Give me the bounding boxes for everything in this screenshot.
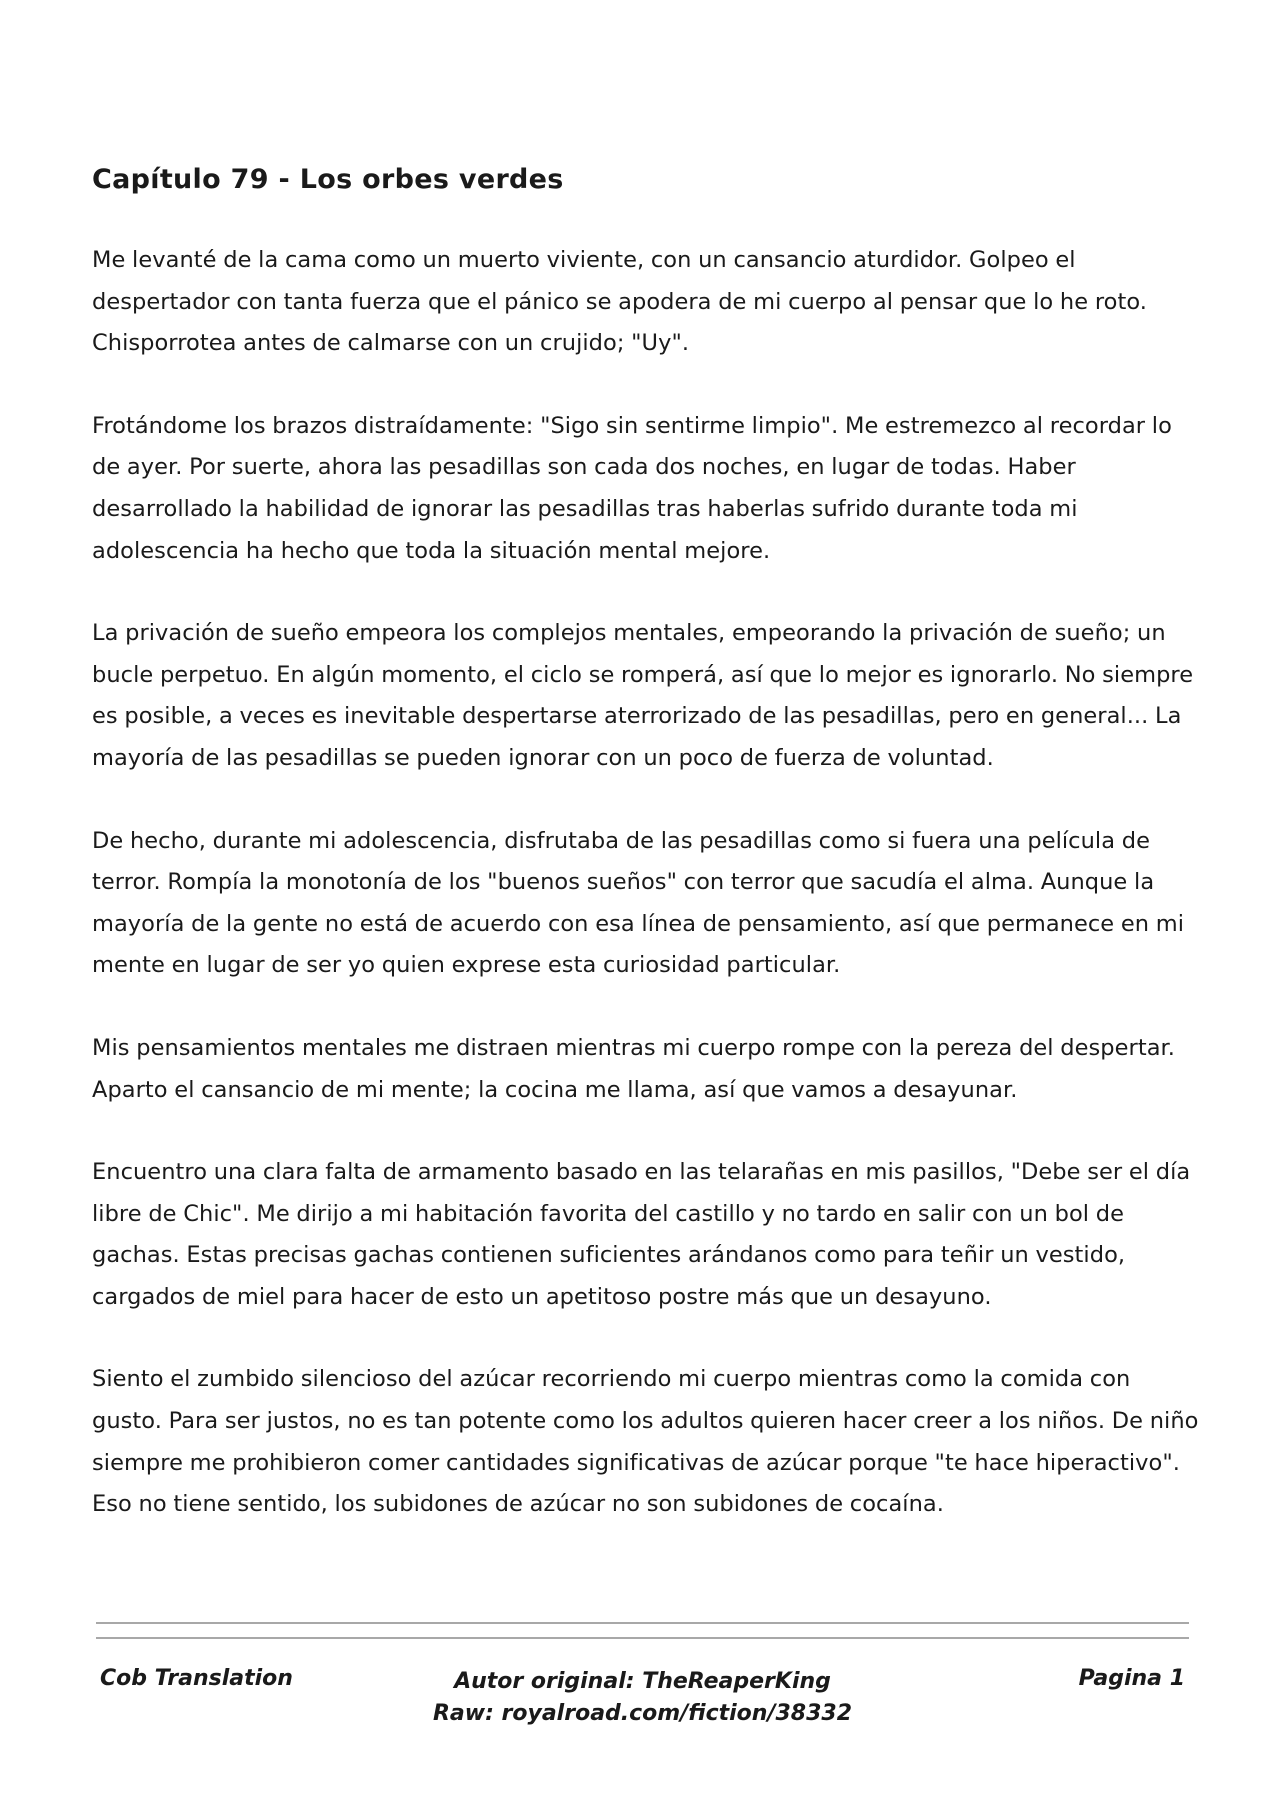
chapter-title: Capítulo 79 - Los orbes verdes xyxy=(92,164,564,195)
footer-divider xyxy=(96,1622,1189,1652)
paragraph-5: Mis pensamientos mentales me distraen mientras mi cuerpo rompe con la pereza del despertar. Aparto el cansancio de mi mente; la cocina me llama, así que vamos a desayunar. xyxy=(92,1034,1175,1103)
paragraph-1: Me levanté de la cama como un muerto viviente, con un cansancio aturdidor. Golpeo el despertador con tanta fuerza que el pánico se apodera de mi cuerpo al pensar que lo he roto. Chisporrotea antes de calmarse con un crujido; "Uy". xyxy=(92,247,1147,357)
paragraph-4: De hecho, durante mi adolescencia, disfrutaba de las pesadillas como si fuera una película de terror. Rompía la monotonía de los "buenos sueños" con terror que sacudía el alma. Aunque la mayoría de la gente no está de acuerdo con esa línea de pensamiento, así que permanece en mi mente en lugar de ser yo quien exprese esta curiosidad particular. xyxy=(92,827,1185,979)
footer-divider-line-1 xyxy=(96,1622,1189,1624)
document-body xyxy=(92,158,1202,1567)
footer-translator: Cob Translation xyxy=(100,1666,293,1691)
paragraph-3: La privación de sueño empeora los complejos mentales, empeorando la privación de sueño; un bucle perpetuo. En algún momento, el ciclo se romperá, así que lo mejor es ignorarlo. No siempre es posible, a veces es inevitable despertarse aterrorizado de las pesadillas, pero en general... La mayoría de las pesadillas se pueden ignorar con un poco de fuerza de voluntad. xyxy=(92,620,1194,771)
paragraph-2: Frotándome los brazos distraídamente: "Sigo sin sentirme limpio". Me estremezco al recordar lo de ayer. Por suerte, ahora las pesadillas son cada dos noches, en lugar de todas. Haber desarrollado la habilidad de ignorar las pesadillas tras haberlas sufrido durante toda mi adolescencia ha hecho que toda la situación mental mejore. xyxy=(92,412,1172,564)
page-footer xyxy=(100,1666,1185,1746)
footer-credits xyxy=(100,1666,1185,1730)
footer-author: Autor original: TheReaperKing xyxy=(454,1669,831,1694)
footer-divider-line-2 xyxy=(96,1637,1189,1639)
paragraph-7: Siento el zumbido silencioso del azúcar recorriendo mi cuerpo mientras como la comida con gusto. Para ser justos, no es tan potente como los adultos quieren hacer creer a los niños. De niño siempre me prohibieron comer cantidades significativas de azúcar porque "te hace hiperactivo". Eso no tiene sentido, los subidones de azúcar no son subidones de cocaína. xyxy=(92,1366,1199,1518)
footer-page-number: Pagina 1 xyxy=(1078,1666,1185,1691)
footer-raw-source: Raw: royalroad.com/fiction/38332 xyxy=(432,1701,853,1726)
paragraph-6: Encuentro una clara falta de armamento basado en las telarañas en mis pasillos, "Debe ser el día libre de Chic". Me dirijo a mi habitación favorita del castillo y no tardo en salir con un bol de gachas. Estas precisas gachas contienen suficientes arándanos como para teñir un vestido, cargados de miel para hacer de esto un apetitoso postre más que un desayuno. xyxy=(92,1159,1191,1310)
